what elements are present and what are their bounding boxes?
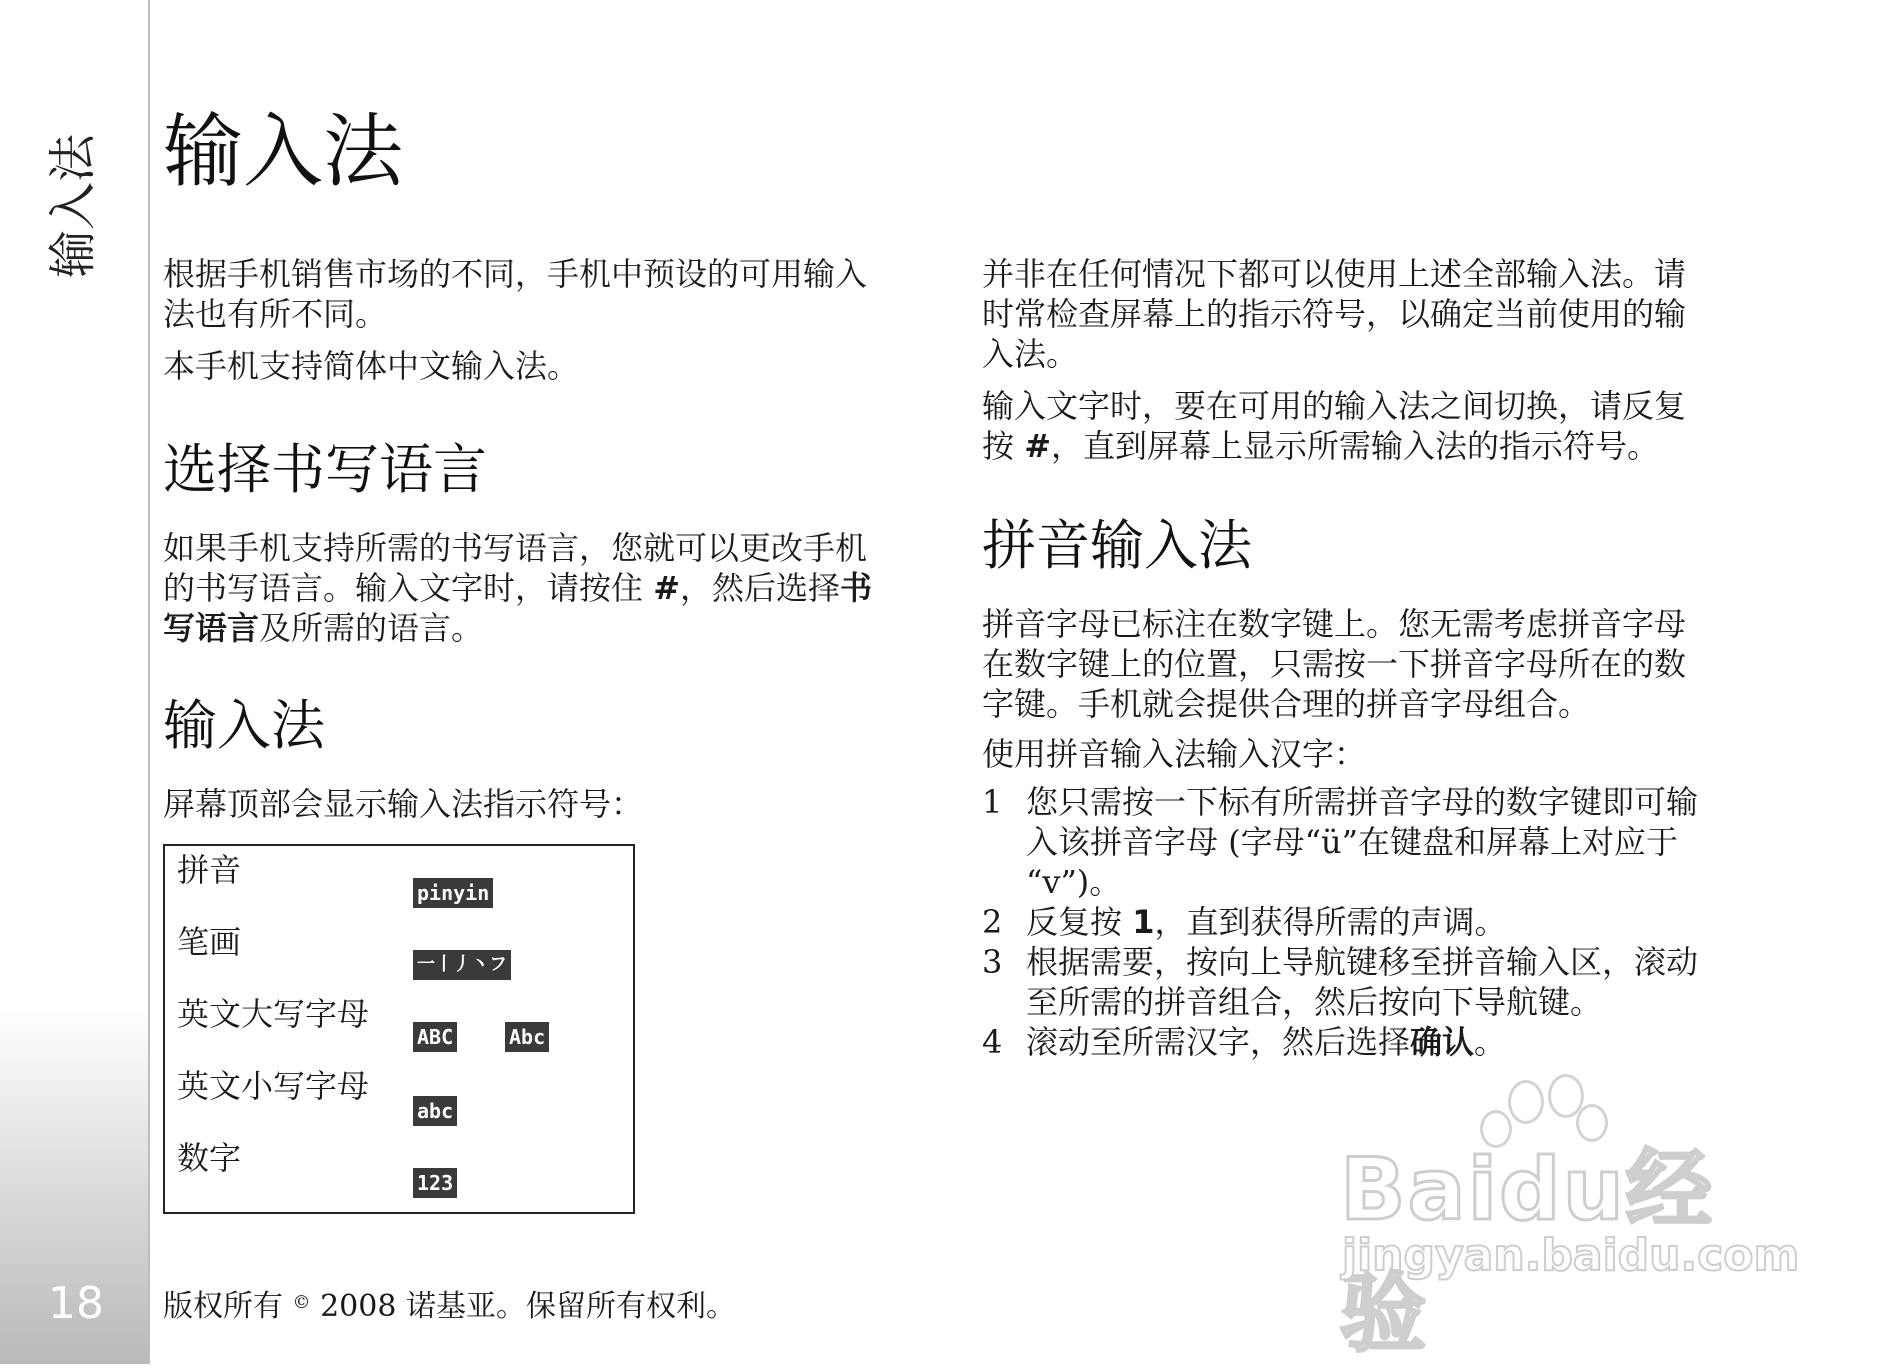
pinyin-steps-intro: 使用拼音输入法输入汉字：	[982, 735, 1367, 773]
indicator-label-stroke: 笔画	[177, 923, 242, 961]
pinyin-indicator-icon: pinyin	[413, 878, 493, 908]
page-title: 输入法	[163, 105, 403, 198]
sidebar	[0, 0, 150, 1364]
pinyin-paragraph: 拼音字母已标注在数字键上。您无需考虑拼音字母 在数字键上的位置，只需按一下拼音字母所在的数 字键。手机就会提供合理的拼音字母组合。	[982, 605, 1687, 723]
paw-icon	[1508, 1080, 1544, 1124]
page-number: 18	[48, 1278, 104, 1329]
indicator-label-pinyin: 拼音	[177, 851, 242, 889]
input-method-intro: 屏幕顶部会显示输入法指示符号：	[163, 785, 644, 823]
intro-paragraph-2: 本手机支持简体中文输入法。	[163, 347, 580, 385]
list-item: 4 滚动至所需汉字，然后选择确认。	[982, 1023, 1507, 1061]
uppercase-indicator-icon: ABC	[413, 1022, 457, 1052]
indicator-label-numeric: 数字	[177, 1139, 242, 1177]
indicator-label-lowercase: 英文小写字母	[177, 1067, 370, 1105]
watermark-url: jingyan.baidu.com	[1342, 1230, 1800, 1281]
right-paragraph-2: 输入文字时，要在可用的输入法之间切换，请反复 按 #，直到屏幕上显示所需输入法的指示符号。	[982, 387, 1687, 465]
copyright-symbol: ©	[292, 1292, 311, 1313]
lowercase-indicator-icon: abc	[413, 1096, 457, 1126]
indicator-label-uppercase: 英文大写字母	[177, 995, 370, 1033]
numeric-indicator-icon: 123	[413, 1168, 457, 1198]
list-item: 1 您只需按一下标有所需拼音字母的数字键即可输 入该拼音字母 (字母“ü”在键盘和屏幕上对应于 “v”)。	[982, 783, 1699, 901]
copyright-footer: 版权所有 © 2008 诺基亚。保留所有权利。	[163, 1289, 736, 1324]
right-paragraph-1: 并非在任何情况下都可以使用上述全部输入法。请 时常检查屏幕上的指示符号，以确定当前使用的输 入法。	[982, 255, 1687, 373]
sidebar-title: 输入法	[45, 133, 101, 278]
intro-paragraph-1: 根据手机销售市场的不同，手机中预设的可用输入 法也有所不同。	[163, 255, 868, 333]
sentence-case-indicator-icon: Abc	[505, 1022, 549, 1052]
list-item: 2 反复按 1，直到获得所需的声调。	[982, 903, 1507, 941]
section-heading-writing-language: 选择书写语言	[163, 438, 487, 501]
list-item: 3 根据需要，按向上导航键移至拼音输入区，滚动 至所需的拼音组合，然后按向下导航键。	[982, 943, 1699, 1021]
section-heading-pinyin: 拼音输入法	[982, 514, 1252, 577]
section-heading-input-method: 输入法	[163, 694, 325, 757]
baidu-jingyan-watermark	[1340, 1080, 1800, 1364]
writing-language-paragraph: 如果手机支持所需的书写语言，您就可以更改手机 的书写语言。输入文字时，请按住 #，然后选择书 写语言及所需的语言。	[163, 529, 873, 647]
stroke-indicator-icon: 一丨丿丶フ	[413, 950, 511, 980]
watermark-logo: Baidu经验	[1340, 1140, 1714, 1364]
indicator-table	[163, 844, 635, 1214]
pinyin-steps-list	[982, 782, 1762, 1062]
